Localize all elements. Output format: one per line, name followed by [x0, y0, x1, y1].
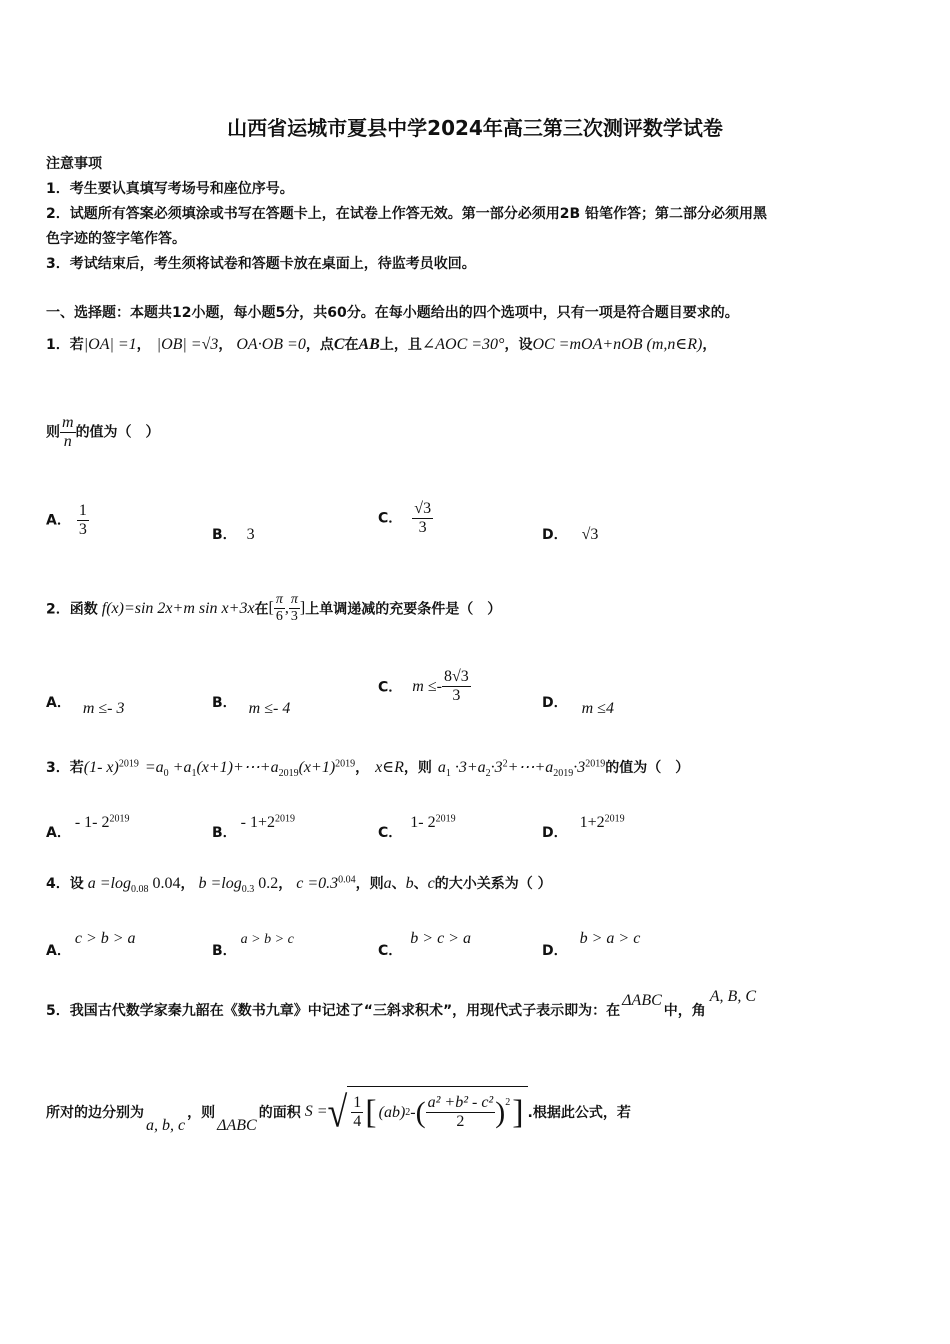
option-label: B．	[212, 527, 237, 543]
q3-lead: 3．若	[46, 760, 84, 776]
q1-dot: OA·OB =0	[236, 336, 306, 353]
q1-option-b[interactable]	[212, 524, 255, 544]
pi: π	[275, 592, 283, 607]
q4-c: c =0.3	[296, 875, 339, 892]
q2-comma: ,	[284, 599, 289, 617]
q1-oa: |OA| =1	[83, 336, 137, 353]
q2-bracket: ]	[299, 599, 306, 617]
q1-segment-ab: AB	[358, 336, 380, 353]
q1-fraction	[60, 414, 76, 451]
option-label: C．	[378, 943, 403, 959]
q5-triangle: ΔABC	[217, 1117, 257, 1134]
q5-minus: -	[410, 1103, 416, 1121]
notice-heading: 注意事项	[46, 156, 102, 172]
q3-lhs: (1- x)	[83, 759, 119, 776]
q4-a: a =log	[87, 875, 131, 892]
option-label: B．	[212, 825, 237, 841]
q2-frac-1	[274, 592, 285, 625]
option-label: D．	[542, 695, 568, 711]
q1-angle: ∠AOC =30°	[421, 336, 505, 353]
q5-text: 所对的边分别为	[46, 1105, 144, 1121]
q4-ask: 的大小关系为（ ）	[434, 876, 552, 892]
denominator: 2	[456, 1113, 465, 1130]
option-value: 3	[246, 526, 255, 543]
option-label: C．	[378, 510, 403, 527]
q5-text: .根据此公式，若	[527, 1105, 631, 1121]
superscript: 2	[405, 1107, 411, 1118]
option-exponent: 2019	[435, 813, 456, 825]
q3-exponent: 2019	[335, 758, 356, 770]
option-value: √3	[581, 526, 599, 543]
q5-area-symbol: S =	[304, 1103, 328, 1120]
option-label: B．	[212, 943, 237, 959]
q1-sep: ，	[218, 337, 233, 353]
q2-function: f(x)=sin 2x+m sin x+3x	[101, 599, 255, 617]
left-bracket: [	[365, 1093, 377, 1131]
question-3	[46, 757, 689, 779]
option-base: 1+2	[579, 814, 605, 831]
q3-term: ·3	[490, 759, 503, 776]
question-1	[46, 334, 716, 354]
option-label: D．	[542, 825, 568, 841]
question-5	[46, 988, 756, 1020]
denominator: 3	[78, 521, 87, 538]
q1-ask: 的值为（ ）	[75, 424, 160, 441]
subscript: 0	[163, 767, 169, 779]
q5-quarter	[351, 1094, 363, 1131]
sqrt-radicand	[347, 1086, 527, 1138]
q3-option-b[interactable]	[212, 812, 296, 841]
numerator: √3	[414, 500, 432, 517]
q1-n: n	[63, 433, 72, 450]
q4-var-c: c	[427, 875, 435, 892]
q1-m: m	[62, 414, 74, 431]
option-label: D．	[542, 943, 568, 959]
q3-ask: 的值为（ ）	[605, 760, 690, 776]
q5-triangle: ΔABC	[622, 992, 662, 1009]
q4-sep: 、	[413, 876, 428, 892]
option-value: c > b > a	[74, 930, 136, 947]
numerator: a² +b² - c²	[427, 1094, 494, 1111]
q5-text: ，则	[187, 1105, 216, 1121]
q5-formula	[328, 1086, 528, 1138]
q3-term: (x+1)	[298, 759, 336, 776]
superscript: 0.04	[338, 874, 356, 886]
q3-term: ·3+a	[454, 759, 486, 776]
q5-sides: a, b, c	[146, 1117, 186, 1134]
option-prefix: m ≤-	[412, 677, 442, 695]
notice-item-3: 3．考试结束后，考生须将试卷和答题卡放在桌面上，待监考员收回。	[46, 256, 476, 272]
denominator: 6	[275, 609, 283, 624]
q4-sep: 、	[391, 876, 406, 892]
option-label: C．	[378, 679, 403, 696]
option-value: m ≤- 3	[82, 700, 125, 717]
option-label: A．	[46, 512, 71, 529]
denominator: 4	[353, 1113, 362, 1130]
q3-option-c[interactable]	[378, 812, 456, 841]
option-label: A．	[46, 825, 71, 841]
superscript: 2	[505, 1097, 511, 1108]
option-exponent: 2019	[275, 813, 296, 825]
option-base: - 1- 2	[74, 814, 110, 831]
q2-option-a[interactable]	[46, 692, 125, 717]
q2-option-d[interactable]	[542, 692, 614, 717]
q1-text: 上，且	[379, 337, 422, 353]
q5-text: 中，角	[663, 1003, 706, 1019]
subscript: 1	[191, 767, 197, 779]
denominator: 3	[290, 609, 298, 624]
q4-var-a: a	[383, 875, 392, 892]
q5-lead: 5．我国古代数学家秦九韶在《数书九章》中记述了“三斜求积术”，用现代式子表示即为：在	[46, 1003, 621, 1019]
q2-frac-2	[289, 592, 300, 625]
q2-option-c[interactable]	[378, 668, 471, 705]
denominator: 3	[418, 519, 427, 536]
q1-a-fraction	[77, 502, 89, 539]
option-value: b > c > a	[410, 930, 471, 947]
q5-text: 的面积	[258, 1105, 301, 1121]
q1-option-a[interactable]	[46, 502, 89, 539]
question-5-cont	[46, 1086, 631, 1138]
denominator: 3	[452, 687, 461, 704]
q2-lead: 2．函数	[46, 601, 98, 618]
subscript: 2019	[553, 767, 574, 779]
subscript: 0.08	[131, 883, 149, 895]
q1-then: 则	[46, 424, 60, 441]
q4-option-a[interactable]	[46, 928, 136, 959]
q2-bracket: [	[268, 599, 274, 617]
subscript: 0.3	[241, 883, 255, 895]
pi: π	[290, 592, 298, 607]
q3-option-d[interactable]	[542, 812, 625, 841]
page-title: 山西省运城市夏县中学2024年高三第三次测评数学试卷	[227, 116, 723, 140]
q3-a: a	[437, 759, 446, 776]
q1-condition: (m,n∈R)	[646, 336, 703, 353]
q4-var-b: b	[405, 875, 414, 892]
q2-ask: 上单调递减的充要条件是（ ）	[305, 601, 502, 618]
q1-c-fraction	[412, 500, 433, 537]
q3-text: ，则	[403, 760, 432, 776]
question-4	[46, 873, 552, 895]
q4-text: ，则	[355, 876, 384, 892]
subscript: 1	[445, 767, 451, 779]
q4-option-d[interactable]	[542, 928, 641, 959]
option-value: m ≤4	[581, 700, 614, 717]
q3-eq: =a	[144, 759, 164, 776]
right-bracket: ]	[512, 1093, 524, 1131]
option-exponent: 2019	[604, 813, 625, 825]
q3-term: +a	[168, 759, 192, 776]
q4-b-value: 0.2	[254, 875, 279, 892]
q2-option-b[interactable]	[212, 692, 291, 717]
q1-ob: |OB| =√3	[156, 336, 219, 353]
numerator: 8√3	[443, 668, 469, 685]
q1-lead: 1．若	[46, 337, 84, 353]
q3-option-a[interactable]	[46, 812, 130, 841]
q2-c-fraction	[442, 668, 471, 705]
question-2	[46, 592, 501, 625]
q1-text: 在	[344, 337, 359, 353]
q1-option-c[interactable]	[378, 500, 433, 537]
q4-lead: 4．设	[46, 876, 84, 892]
option-value: m ≤- 4	[248, 700, 291, 717]
q4-b: b =log	[198, 875, 242, 892]
right-paren: )	[495, 1095, 506, 1129]
q1-point-c: C	[333, 336, 345, 353]
notice-item-2: 2．试题所有答案必须填涂或书写在答题卡上，在试卷上作答无效。第一部分必须用2B 铅笔作答；第二部分必须用黑	[46, 206, 768, 222]
q5-fraction	[426, 1094, 496, 1131]
numerator: 1	[78, 502, 87, 519]
q1-oc: OC =mOA+nOB	[532, 336, 643, 353]
option-label: C．	[378, 825, 403, 841]
q3-domain: x∈R	[375, 759, 404, 776]
q4-a-value: 0.04	[148, 875, 181, 892]
notice-item-2-cont: 色字迹的签字笔作答。	[46, 231, 186, 247]
q4-option-b[interactable]	[212, 928, 294, 959]
q4-sep: ，	[180, 876, 195, 892]
subscript: 2	[485, 767, 491, 779]
option-base: 1- 2	[410, 814, 436, 831]
q5-ab: (ab)	[378, 1103, 406, 1121]
q1-option-d[interactable]	[542, 524, 598, 544]
q2-text: 在	[254, 601, 269, 618]
option-value: b > a > c	[579, 930, 641, 947]
option-value: a > b > c	[240, 932, 294, 947]
q1-sep: ，	[136, 337, 151, 353]
q3-term: (x+1)+⋯+a	[196, 759, 279, 776]
q1-text: ，点	[305, 337, 334, 353]
q3-text: ，	[355, 760, 370, 776]
left-paren: (	[415, 1095, 426, 1129]
section-heading: 一、选择题：本题共12小题，每小题5分，共60分。在每小题给出的四个选项中，只有一项是符合题目要求的。	[46, 305, 739, 321]
option-label: A．	[46, 695, 71, 711]
option-label: D．	[542, 527, 568, 543]
q4-sep: ，	[278, 876, 293, 892]
superscript: 2	[502, 758, 508, 770]
option-exponent: 2019	[109, 813, 130, 825]
superscript: 2019	[585, 758, 606, 770]
q3-term: ·3	[573, 759, 586, 776]
q3-exponent: 2019	[118, 758, 139, 770]
option-label: A．	[46, 943, 71, 959]
q4-option-c[interactable]	[378, 928, 471, 959]
notice-item-1: 1．考生要认真填写考场号和座位序号。	[46, 181, 294, 197]
numerator: 1	[353, 1094, 362, 1111]
q3-term: +⋯+a	[507, 759, 554, 776]
q1-text: ，设	[504, 337, 533, 353]
subscript: 2019	[278, 767, 299, 779]
option-base: - 1+2	[240, 814, 276, 831]
q5-angles: A, B, C	[709, 988, 756, 1005]
question-1-ask	[46, 414, 160, 451]
sqrt-symbol: √	[327, 1088, 348, 1136]
option-label: B．	[212, 695, 237, 711]
q1-text: ，	[702, 337, 717, 353]
